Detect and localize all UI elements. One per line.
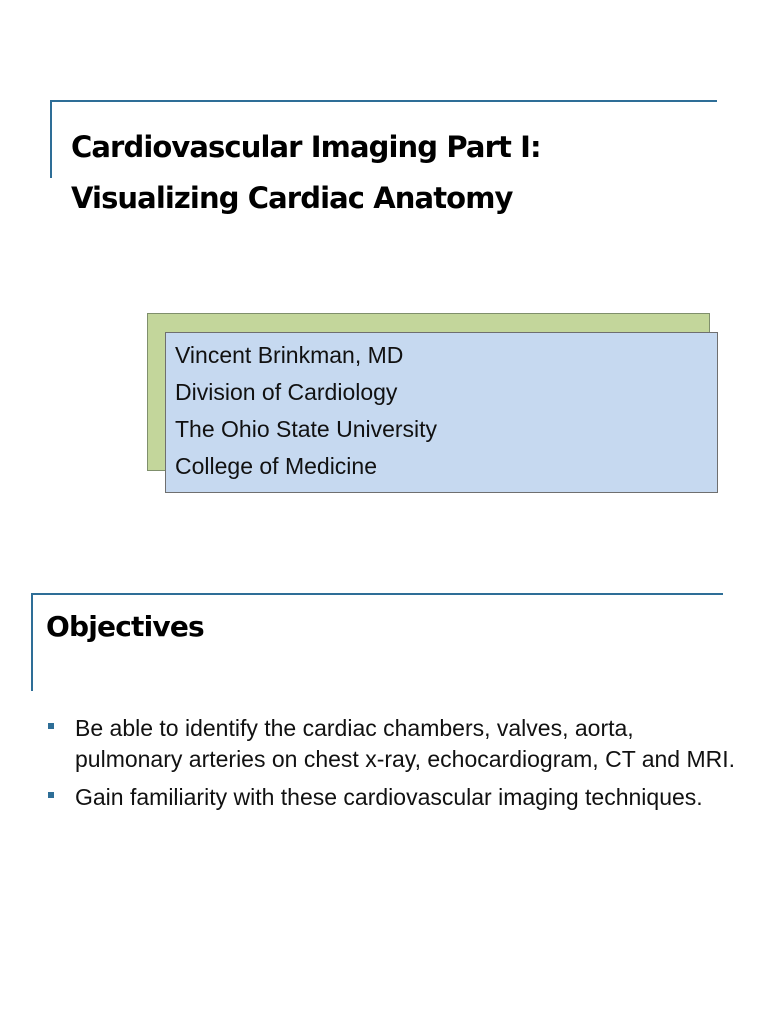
objectives-frame-top-line xyxy=(31,593,723,595)
objective-text: Gain familiarity with these cardiovascular imaging techniques. xyxy=(75,784,703,810)
square-bullet-icon xyxy=(48,792,54,798)
author-name: Vincent Brinkman, MD xyxy=(175,342,404,368)
title-line-2: Visualizing Cardiac Anatomy xyxy=(71,181,513,215)
title-line-1: Cardiovascular Imaging Part I: xyxy=(71,130,541,164)
author-university: The Ohio State University xyxy=(175,416,438,442)
objectives-slide xyxy=(0,560,768,1024)
list-item xyxy=(46,713,746,775)
slide-title xyxy=(71,122,541,224)
square-bullet-icon xyxy=(48,723,54,729)
title-frame-left-line xyxy=(50,100,52,178)
title-frame-top-line xyxy=(50,100,717,102)
objectives-frame-left-line xyxy=(31,593,33,691)
author-college: College of Medicine xyxy=(175,453,378,479)
list-item xyxy=(46,782,746,813)
objective-text: Be able to identify the cardiac chambers, valves, aorta, pulmonary arteries on chest x-ray, echocardiogram, CT and MRI. xyxy=(75,715,736,772)
author-box xyxy=(165,332,718,493)
objectives-list xyxy=(46,713,746,820)
author-division: Division of Cardiology xyxy=(175,379,398,405)
objectives-title: Objectives xyxy=(46,610,204,643)
